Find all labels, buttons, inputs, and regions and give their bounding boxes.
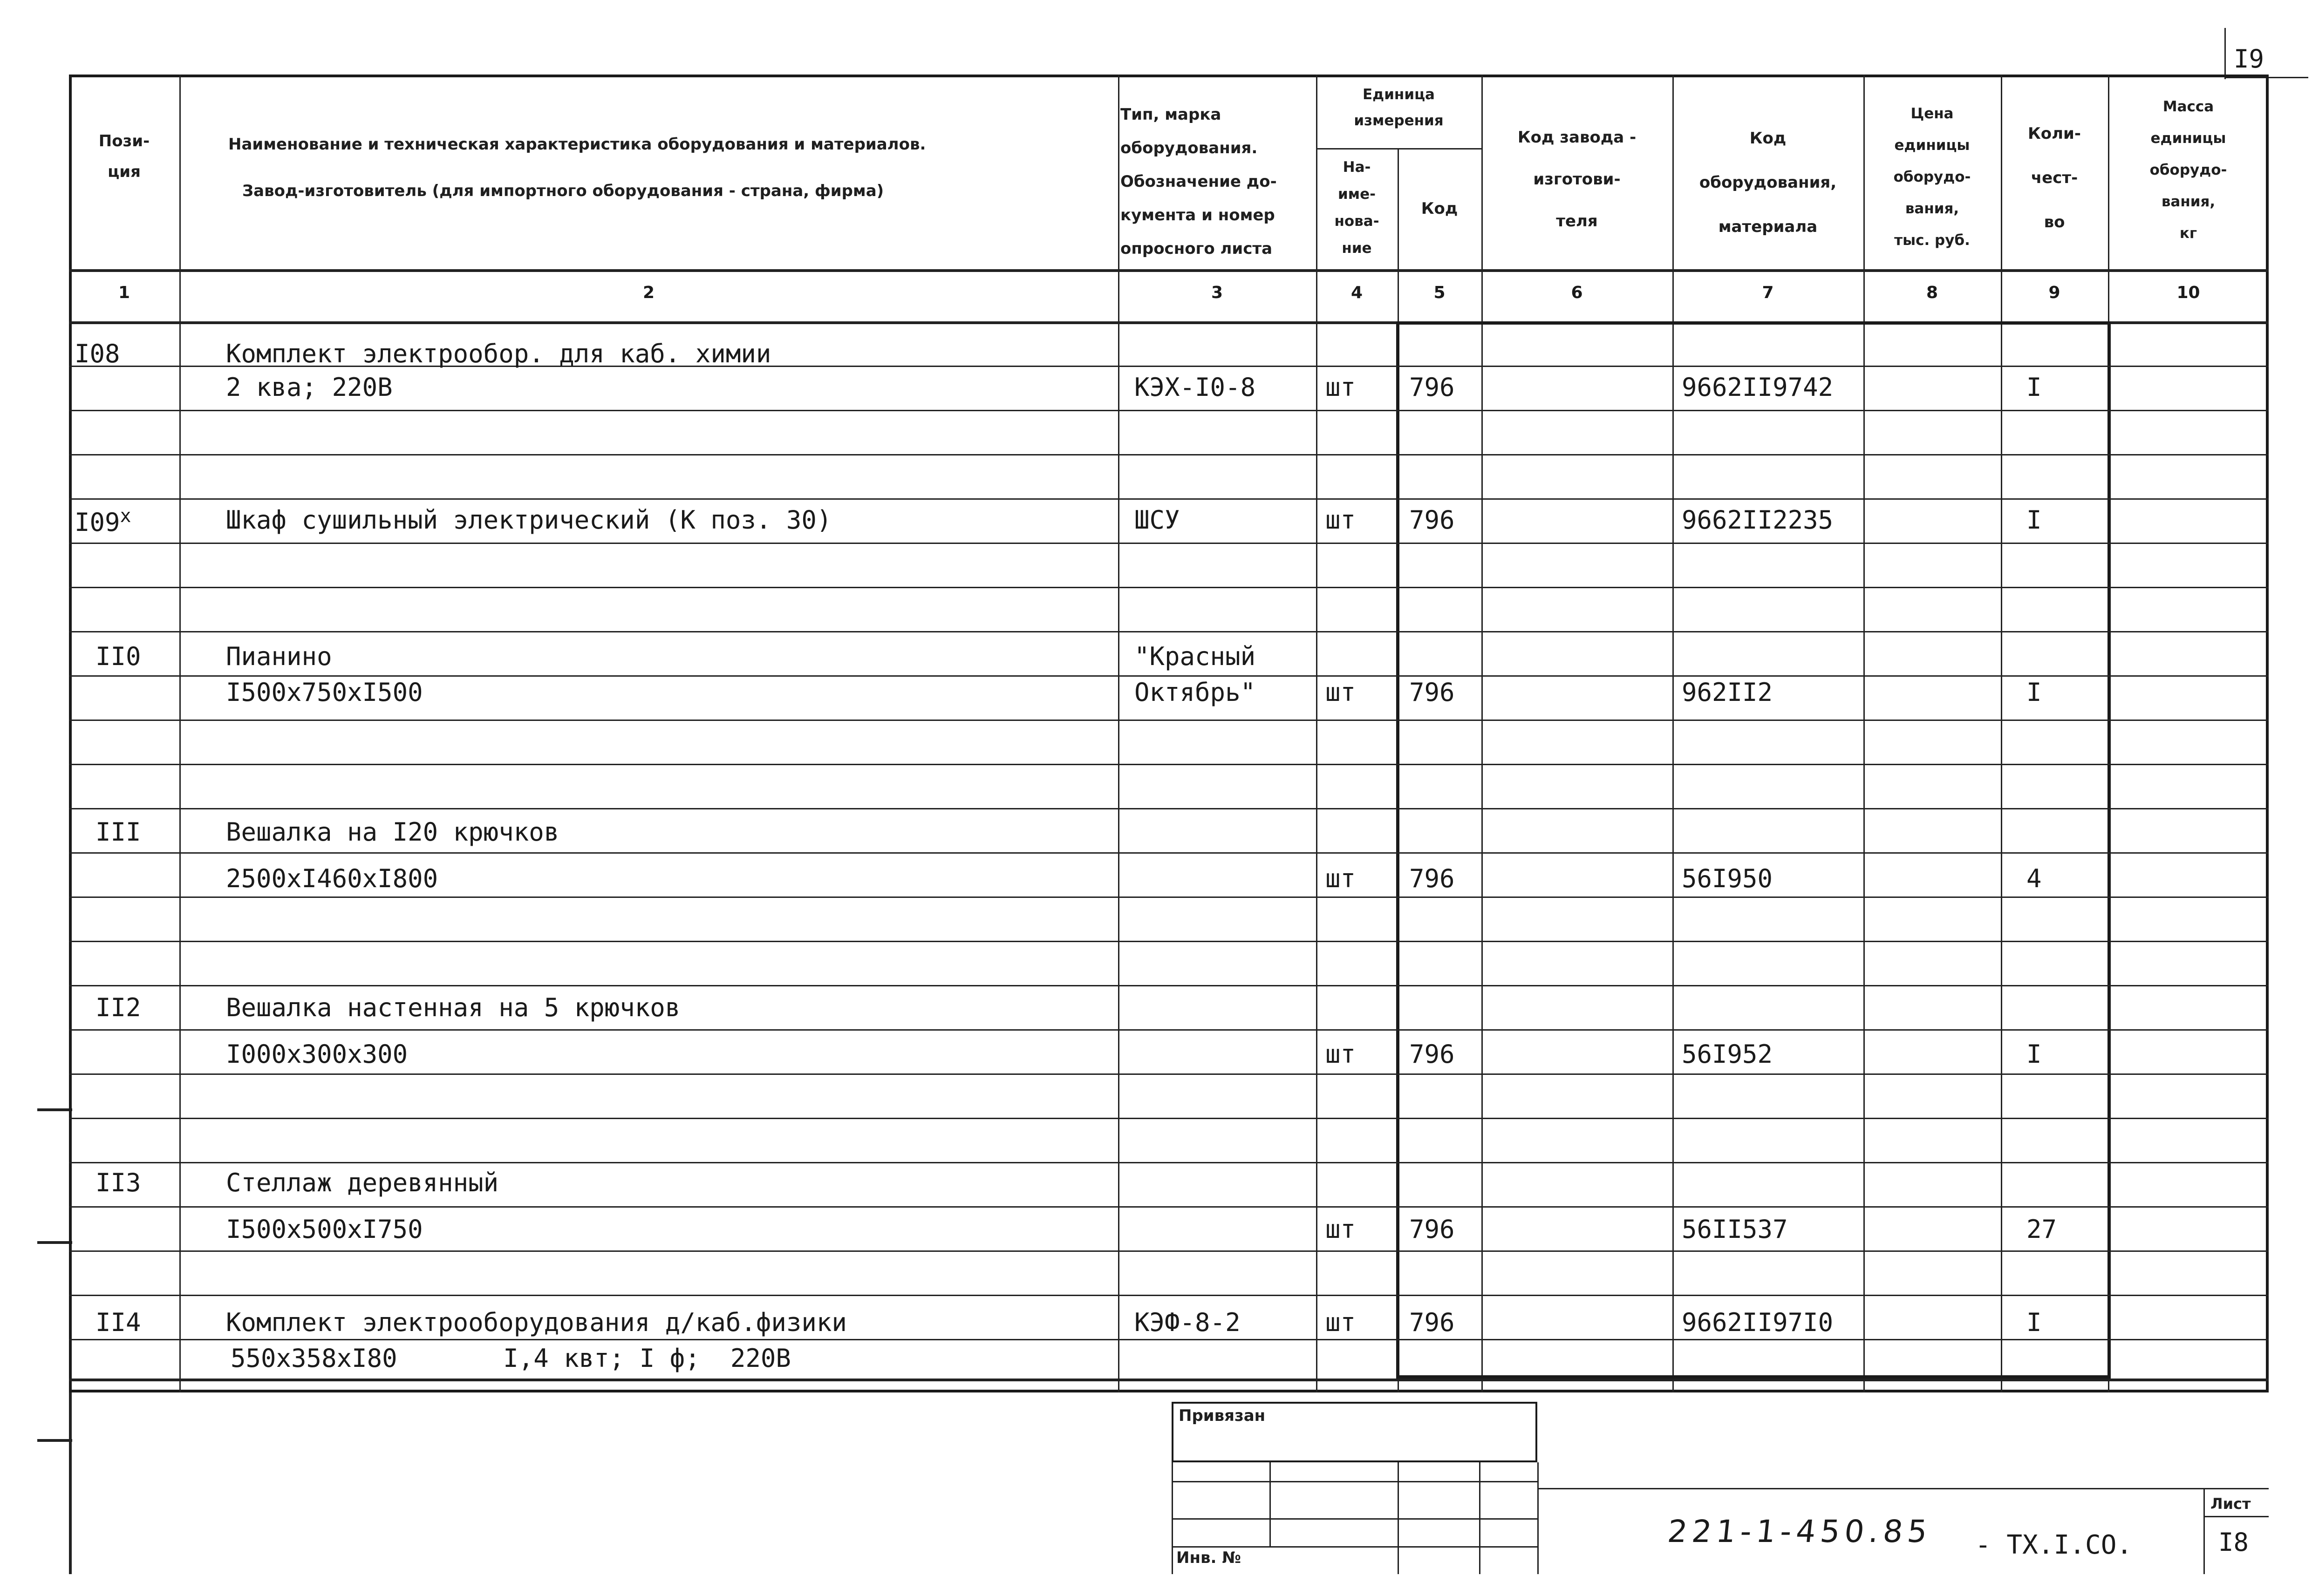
table-bottom-line [69, 1379, 2269, 1381]
row-line [69, 454, 2269, 455]
row-spec: I500x750xI500 [226, 678, 423, 707]
stamp-col-line [1172, 1462, 1173, 1574]
row-line [69, 896, 2269, 898]
stamp-list-label: Лист [2210, 1495, 2251, 1513]
row-name: Вешалка настенная на 5 крючков [226, 993, 681, 1022]
row-name: Шкаф сушильный электрический (К поз. 30) [226, 505, 832, 535]
row-quantity: I [2026, 505, 2042, 535]
stamp-line [1172, 1481, 1537, 1482]
col-line-3 [1316, 75, 1317, 1392]
stamp-col-line [1479, 1462, 1480, 1574]
header-equipment-code: Код оборудования, материала [1699, 129, 1837, 236]
sheet-corner-number: I9 [2234, 44, 2264, 74]
stamp-list-divider [2203, 1488, 2205, 1574]
col-line-2 [1118, 75, 1119, 1392]
header-quantity: Коли- чест- во [2028, 124, 2081, 231]
row-unit: шт [1325, 1215, 1356, 1244]
row-line [69, 1295, 2269, 1296]
row-equipment-code: 9662II97I0 [1682, 1308, 1834, 1337]
row-spec: 2 ква; 220В [226, 373, 393, 402]
header-type: Тип, марка оборудования. Обозначение до- кумента и номер опросного листа [1120, 105, 1277, 258]
row-type: ШСУ [1134, 505, 1180, 535]
header-factory-code: Код завода - изготови- теля [1517, 128, 1637, 231]
row-unit-code: 796 [1409, 1039, 1455, 1069]
row-equipment-code: 56I952 [1682, 1039, 1773, 1069]
row-line [69, 543, 2269, 544]
header-unit-name: На- име- нова- ние [1334, 159, 1379, 257]
row-equipment-code: 962II2 [1682, 678, 1773, 707]
row-position: II2 [95, 993, 141, 1022]
row-equipment-code: 56II537 [1682, 1215, 1788, 1244]
row-name: Стеллаж деревянный [226, 1168, 499, 1197]
row-name: Пианино [226, 642, 332, 671]
row-unit: шт [1325, 1308, 1356, 1337]
row-equipment-code: 9662II9742 [1682, 373, 1834, 402]
row-equipment-code: 56I950 [1682, 864, 1773, 893]
header-position: Пози- ция [98, 132, 150, 181]
row-equipment-code: 9662II2235 [1682, 505, 1834, 535]
row-unit-code: 796 [1409, 1308, 1455, 1337]
row-unit-code: 796 [1409, 373, 1455, 402]
col-line-1 [179, 75, 181, 1392]
stamp-list-line [2203, 1516, 2269, 1517]
row-unit-code: 796 [1409, 864, 1455, 893]
row-line [69, 1162, 2269, 1163]
row-line [69, 631, 2269, 632]
row-spec: I000x300x300 [226, 1039, 408, 1069]
row-name: Комплект электрообор. для каб. химии [226, 339, 771, 368]
stamp-line [1172, 1546, 1537, 1548]
left-border-extension [69, 1392, 72, 1574]
row-unit: шт [1325, 864, 1356, 893]
row-quantity: I [2026, 373, 2042, 402]
row-quantity: I [2026, 1308, 2042, 1337]
row-line [69, 498, 2269, 500]
stamp-list-number: I8 [2218, 1528, 2249, 1557]
row-type: КЭФ-8-2 [1134, 1308, 1241, 1337]
corner-divider [2224, 28, 2226, 79]
stamp-privyazan-label: Привязан [1179, 1406, 1266, 1425]
row-line [69, 941, 2269, 942]
row-unit: шт [1325, 505, 1356, 535]
row-type: "Красный [1134, 642, 1256, 671]
row-unit-code: 796 [1409, 1215, 1455, 1244]
row-quantity: 27 [2026, 1215, 2057, 1244]
row-unit: шт [1325, 1039, 1356, 1069]
row-quantity: I [2026, 1039, 2042, 1069]
row-type: КЭХ-I0-8 [1134, 373, 1256, 402]
row-line [69, 587, 2269, 588]
row-line [69, 1339, 2269, 1340]
row-position: III [95, 817, 141, 847]
stamp-doc-number: 221-1-450.85 [1665, 1514, 1934, 1549]
row-type: Октябрь" [1134, 678, 1256, 707]
row-position: II3 [95, 1168, 141, 1197]
header-price: Цена единицы оборудо- вания, тыс. руб. [1893, 105, 1971, 249]
header-unit-code: Код [1421, 199, 1458, 218]
row-unit-code: 796 [1409, 678, 1455, 707]
row-line [69, 410, 2269, 411]
row-position: II4 [95, 1308, 141, 1337]
row-line [69, 1206, 2269, 1208]
header-unit-group: Единица измерения [1354, 86, 1444, 129]
margin-tick [37, 1439, 72, 1442]
row-name: Комплект электрооборудования д/каб.физики [226, 1308, 847, 1337]
row-unit-code: 796 [1409, 505, 1455, 535]
row-position: I08 [75, 339, 120, 368]
row-line [69, 1118, 2269, 1119]
row-position: I09$^x$ [75, 505, 131, 537]
row-line [69, 1073, 2269, 1075]
stamp-line [1172, 1518, 1537, 1520]
row-unit: шт [1325, 678, 1356, 707]
row-unit: шт [1325, 373, 1356, 402]
header-name: Наименование и техническая характеристика оборудования и материалов. Завод-изготовитель (для импортного оборудования - страна, фирма) [228, 135, 926, 200]
row-line [69, 1250, 2269, 1252]
stamp-top-line [1537, 1488, 2269, 1489]
header-mass: Масса единицы оборудо- вания, кг [2149, 98, 2227, 242]
row-line [69, 1029, 2269, 1031]
row-line [69, 720, 2269, 721]
margin-tick [37, 1108, 72, 1111]
row-line [69, 852, 2269, 854]
header-bottom-line [69, 269, 2269, 272]
stamp-doc-code: - TX.I.CO. [1975, 1530, 2133, 1560]
row-quantity: I [2026, 678, 2042, 707]
stamp-col-line [1269, 1462, 1271, 1546]
margin-tick [37, 1241, 72, 1244]
row-spec: 2500xI460xI800 [226, 864, 438, 893]
row-quantity: 4 [2026, 864, 2042, 893]
row-line [69, 675, 2269, 677]
stamp-col-line [1398, 1462, 1399, 1574]
row-line [69, 985, 2269, 986]
row-line [69, 764, 2269, 765]
stamp-inv-label: Инв. № [1176, 1548, 1241, 1567]
row-name: Вешалка на I20 крючков [226, 817, 559, 847]
row-line [69, 808, 2269, 809]
row-position: II0 [95, 642, 141, 671]
stamp-col-line [1537, 1462, 1539, 1574]
row-spec: I500x500xI750 [226, 1215, 423, 1244]
row-spec: 550x358xI80 I,4 квт; I ф; 220В [231, 1344, 791, 1373]
